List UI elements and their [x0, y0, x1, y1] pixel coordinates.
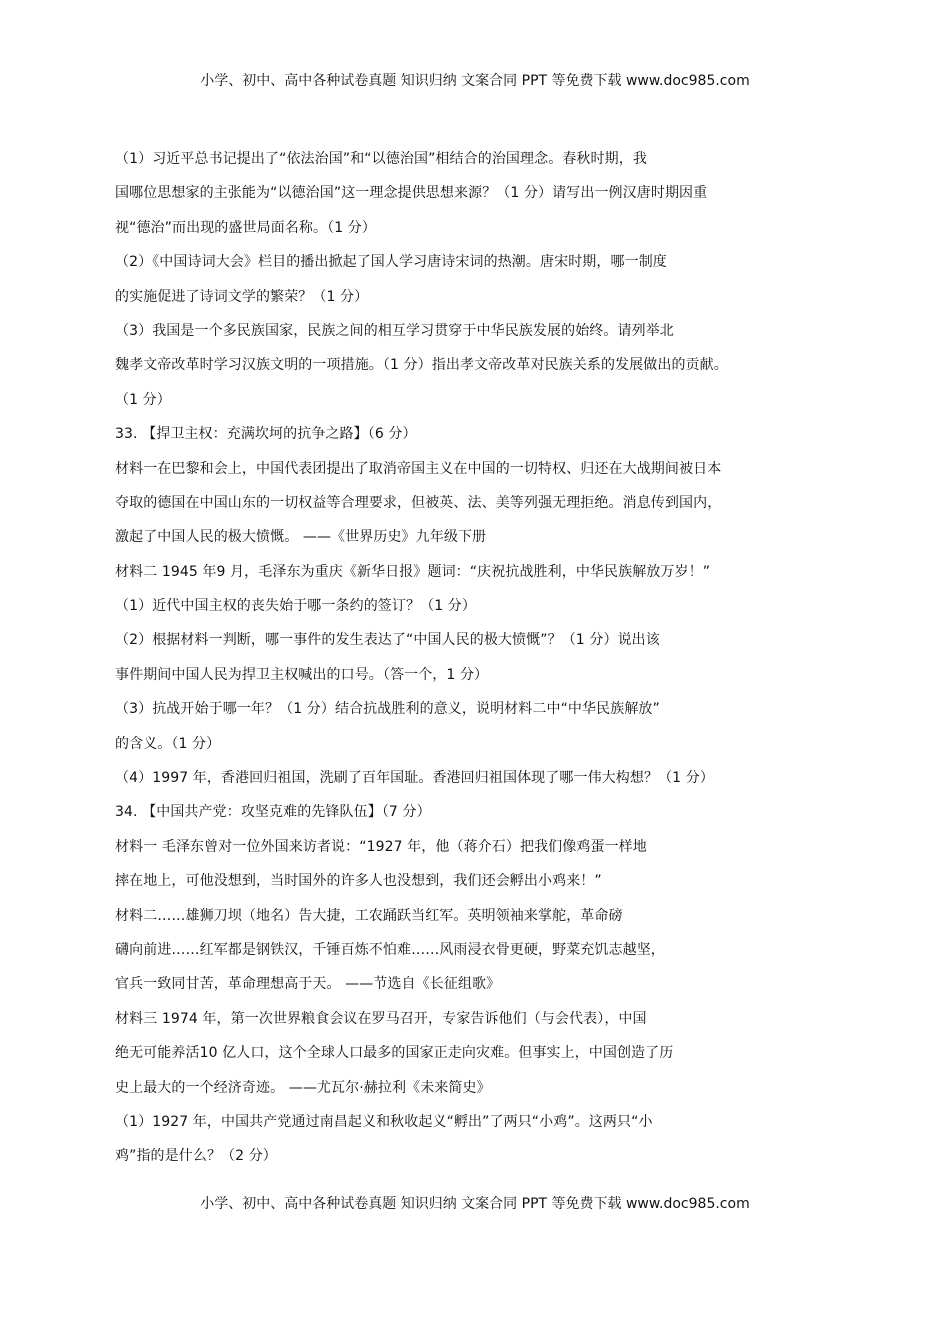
text-line: （2）根据材料一判断，哪一事件的发生表达了“中国人民的极大愤慨”？（1 分）说出该: [115, 632, 660, 649]
text-line: 视“德治”而出现的盛世局面名称。（1 分）: [115, 219, 376, 236]
text-line: 官兵一致同甘苦，革命理想高于天。 ——节选自《长征组歌》: [115, 976, 501, 993]
text-line: 绝无可能养活10 亿人口，这个全球人口最多的国家正走向灾难。但事实上，中国创造了历: [115, 1045, 674, 1062]
text-line: 的实施促进了诗词文学的繁荣？（1 分）: [115, 288, 369, 305]
text-line: 材料三 1974 年，第一次世界粮食会议在罗马召开，专家告诉他们（与会代表），中国: [115, 1010, 647, 1027]
footer-banner: 小学、初中、高中各种试卷真题 知识归纳 文案合同 PPT 等免费下载 www.doc985.com: [200, 1196, 750, 1212]
text-line: 的含义。（1 分）: [115, 735, 221, 752]
text-line: （1）习近平总书记提出了“依法治国”和“以德治国”相结合的治国理念。春秋时期，我: [115, 151, 647, 167]
text-line: 国哪位思想家的主张能为“以德治国”这一理念提供思想来源？（1 分）请写出一例汉唐时期因重: [115, 185, 708, 202]
header-banner: 小学、初中、高中各种试卷真题 知识归纳 文案合同 PPT 等免费下载 www.doc985.com: [200, 73, 750, 89]
text-line: 魏孝文帝改革时学习汉族文明的一项措施。（1 分）指出孝文帝改革对民族关系的发展做出的贡献。: [115, 357, 728, 374]
text-line: （3）抗战开始于哪一年？（1 分）结合抗战胜利的意义，说明材料二中“中华民族解放”: [115, 701, 660, 718]
text-line: 事件期间中国人民为捍卫主权喊出的口号。（答一个，1 分）: [115, 666, 489, 683]
text-line: 材料二……雄狮刀坝（地名）告大捷，工农踊跃当红军。英明领袖来掌舵，革命磅: [115, 907, 623, 924]
question-body: [115, 142, 875, 1174]
text-line: （2）《中国诗词大会》栏目的播出掀起了国人学习唐诗宋词的热潮。唐宋时期，哪一制度: [115, 254, 667, 271]
text-line: 材料二 1945 年9 月，毛泽东为重庆《新华日报》题词：“庆祝抗战胜利，中华民族解放万岁！”: [115, 563, 711, 580]
text-line: 材料一在巴黎和会上，中国代表团提出了取消帝国主义在中国的一切特权、归还在大战期间被日本: [115, 460, 722, 477]
text-line: （1）近代中国主权的丧失始于哪一条约的签订？（1 分）: [115, 598, 476, 615]
text-line: 材料一 毛泽东曾对一位外国来访者说：“1927 年，他（蒋介石）把我们像鸡蛋一样地: [115, 838, 647, 855]
question-heading-33: 33. 【捍卫主权：充满坎坷的抗争之路】（6 分）: [115, 426, 417, 443]
text-line: （4）1997 年，香港回归祖国，洗刷了百年国耻。香港回归祖国体现了哪一伟大构想？（1 分）: [115, 770, 714, 787]
text-line: 夺取的德国在中国山东的一切权益等合理要求，但被英、法、美等列强无理拒绝。消息传到国内，: [115, 494, 722, 511]
question-heading-34: 34. 【中国共产党：攻坚克难的先锋队伍】（7 分）: [115, 804, 431, 821]
text-line: 鸡”指的是什么？（2 分）: [115, 1148, 277, 1165]
text-line: （1 分）: [115, 391, 171, 408]
text-line: （3）我国是一个多民族国家，民族之间的相互学习贯穿于中华民族发展的始终。请列举北: [115, 322, 674, 339]
text-line: 礴向前进……红军都是钢铁汉，千锤百炼不怕难……风雨浸衣骨更硬，野菜充饥志越坚，: [115, 941, 665, 958]
text-line: 摔在地上，可他没想到，当时国外的许多人也没想到，我们还会孵出小鸡来！”: [115, 873, 602, 890]
text-line: （1）1927 年，中国共产党通过南昌起义和秋收起义“孵出”了两只“小鸡”。这两只“小: [115, 1113, 653, 1130]
text-line: 激起了中国人民的极大愤慨。 ——《世界历史》九年级下册: [115, 529, 487, 546]
text-line: 史上最大的一个经济奇迹。 ——尤瓦尔·赫拉利《未来简史》: [115, 1079, 491, 1096]
